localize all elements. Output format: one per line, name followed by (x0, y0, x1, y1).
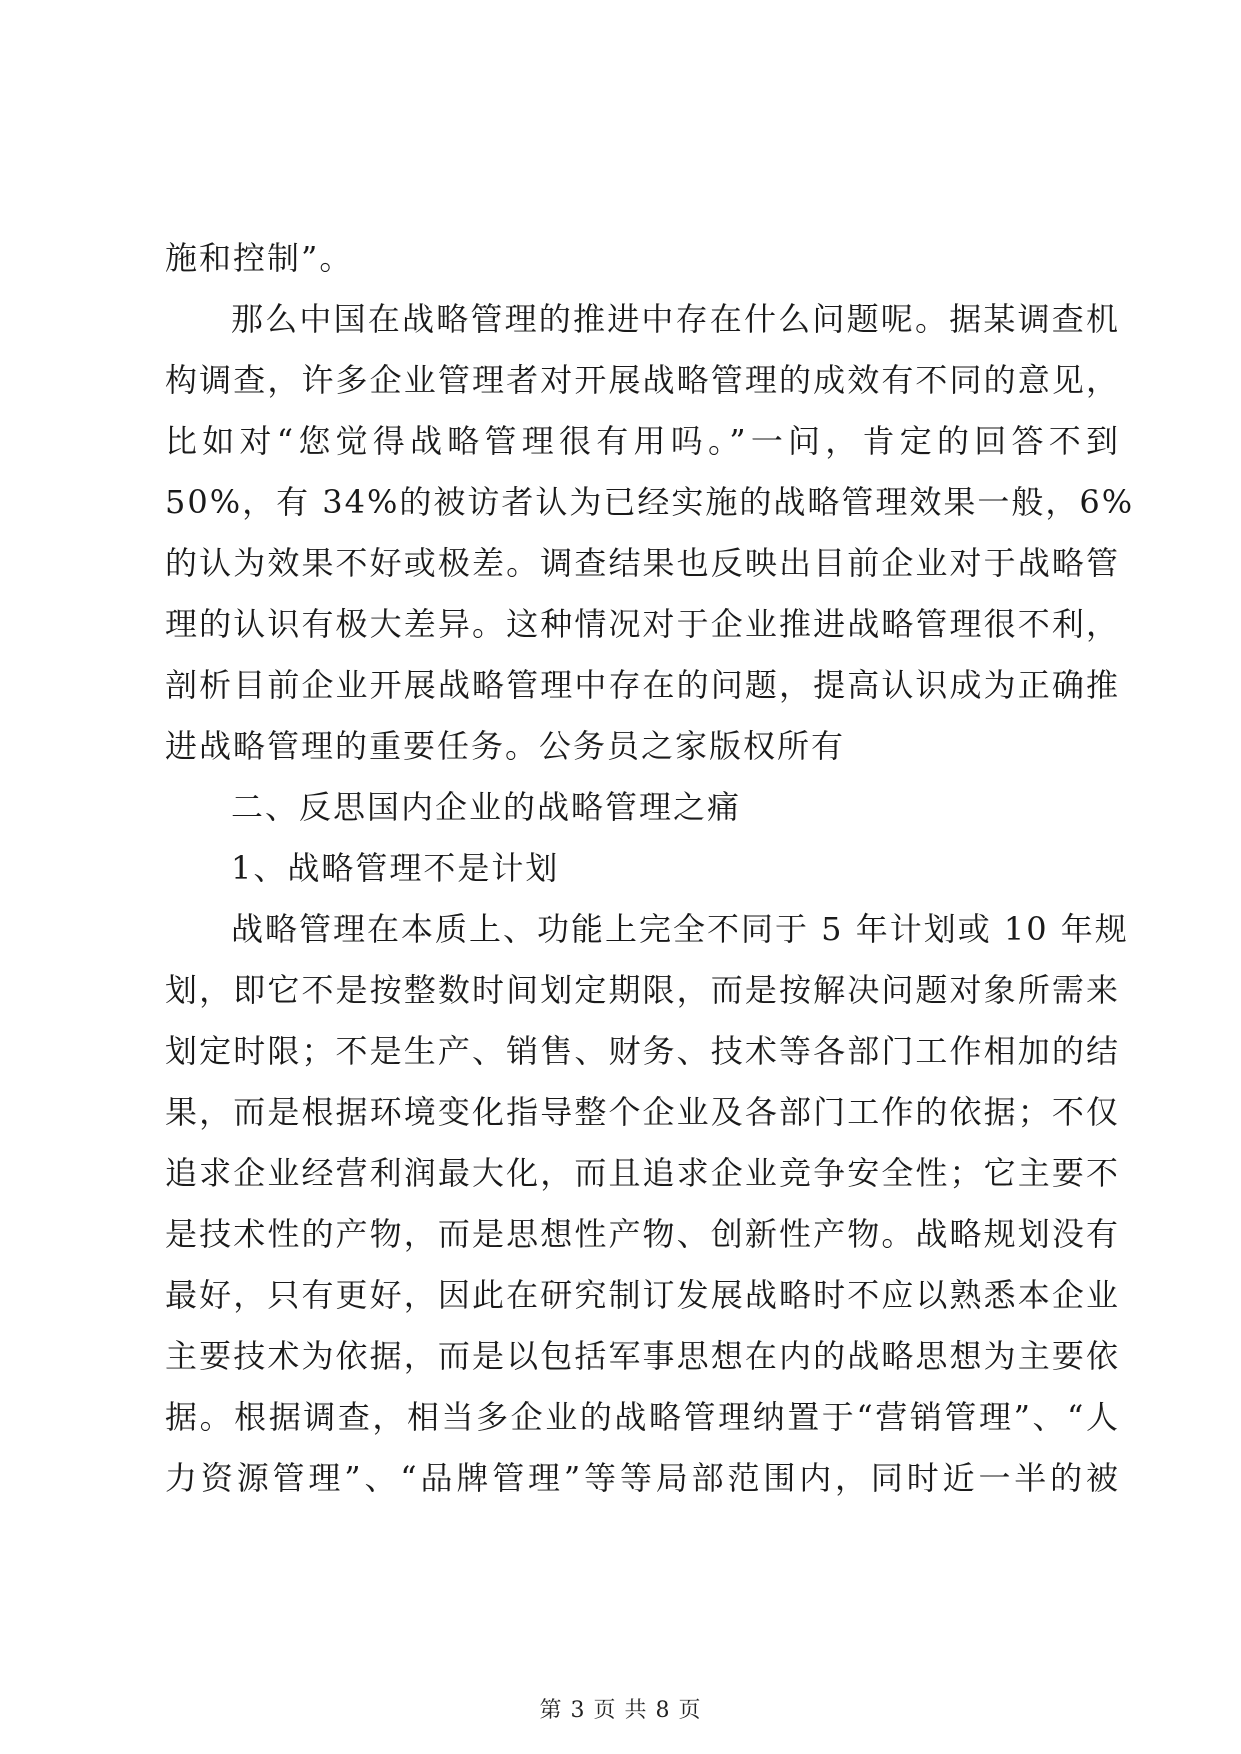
text-line: 追求企业经营利润最大化，而且追求企业竞争安全性；它主要不 (165, 1154, 1120, 1192)
text-line: 是技术性的产物，而是思想性产物、创新性产物。战略规划没有 (165, 1215, 1120, 1253)
text-line: 剖析目前企业开展战略管理中存在的问题，提高认识成为正确推 (165, 666, 1120, 704)
page-number-label: 第 3 页 共 8 页 (539, 1698, 702, 1723)
text-line: 战略管理在本质上、功能上完全不同于 5 年计划或 10 年规 (231, 910, 1129, 948)
text-line: 构调查，许多企业管理者对开展战略管理的成效有不同的意见， (165, 361, 1120, 399)
text-line: 理的认识有极大差异。这种情况对于企业推进战略管理很不利， (165, 605, 1120, 643)
body-text (165, 228, 1135, 1509)
text-line: 那么中国在战略管理的推进中存在什么问题呢。据某调查机 (231, 300, 1120, 338)
text-line: 划，即它不是按整数时间划定期限，而是按解决问题对象所需来 (165, 971, 1120, 1009)
text-line: 施和控制”。 (165, 239, 354, 277)
text-line: 最好，只有更好，因此在研究制订发展战略时不应以熟悉本企业 (165, 1276, 1120, 1314)
text-line: 进战略管理的重要任务。公务员之家版权所有 (165, 727, 846, 765)
text-line: 果，而是根据环境变化指导整个企业及各部门工作的依据；不仅 (165, 1093, 1120, 1131)
text-line: 的认为效果不好或极差。调查结果也反映出目前企业对于战略管 (165, 544, 1120, 582)
text-line: 主要技术为依据，而是以包括军事思想在内的战略思想为主要依 (165, 1337, 1120, 1375)
page-footer (0, 1693, 1241, 1724)
text-line: 比如对“您觉得战略管理很有用吗。”一问，肯定的回答不到 (165, 422, 1120, 460)
section-heading: 二、反思国内企业的战略管理之痛 (231, 788, 742, 826)
text-line: 力资源管理”、“品牌管理”等等局部范围内，同时近一半的被 (165, 1459, 1120, 1497)
text-line: 划定时限；不是生产、销售、财务、技术等各部门工作相加的结 (165, 1032, 1120, 1070)
text-line: 据。根据调查，相当多企业的战略管理纳置于“营销管理”、“人 (165, 1398, 1120, 1436)
text-line: 50%，有 34%的被访者认为已经实施的战略管理效果一般，6% (165, 483, 1135, 521)
subsection-heading: 1、战略管理不是计划 (231, 849, 560, 887)
